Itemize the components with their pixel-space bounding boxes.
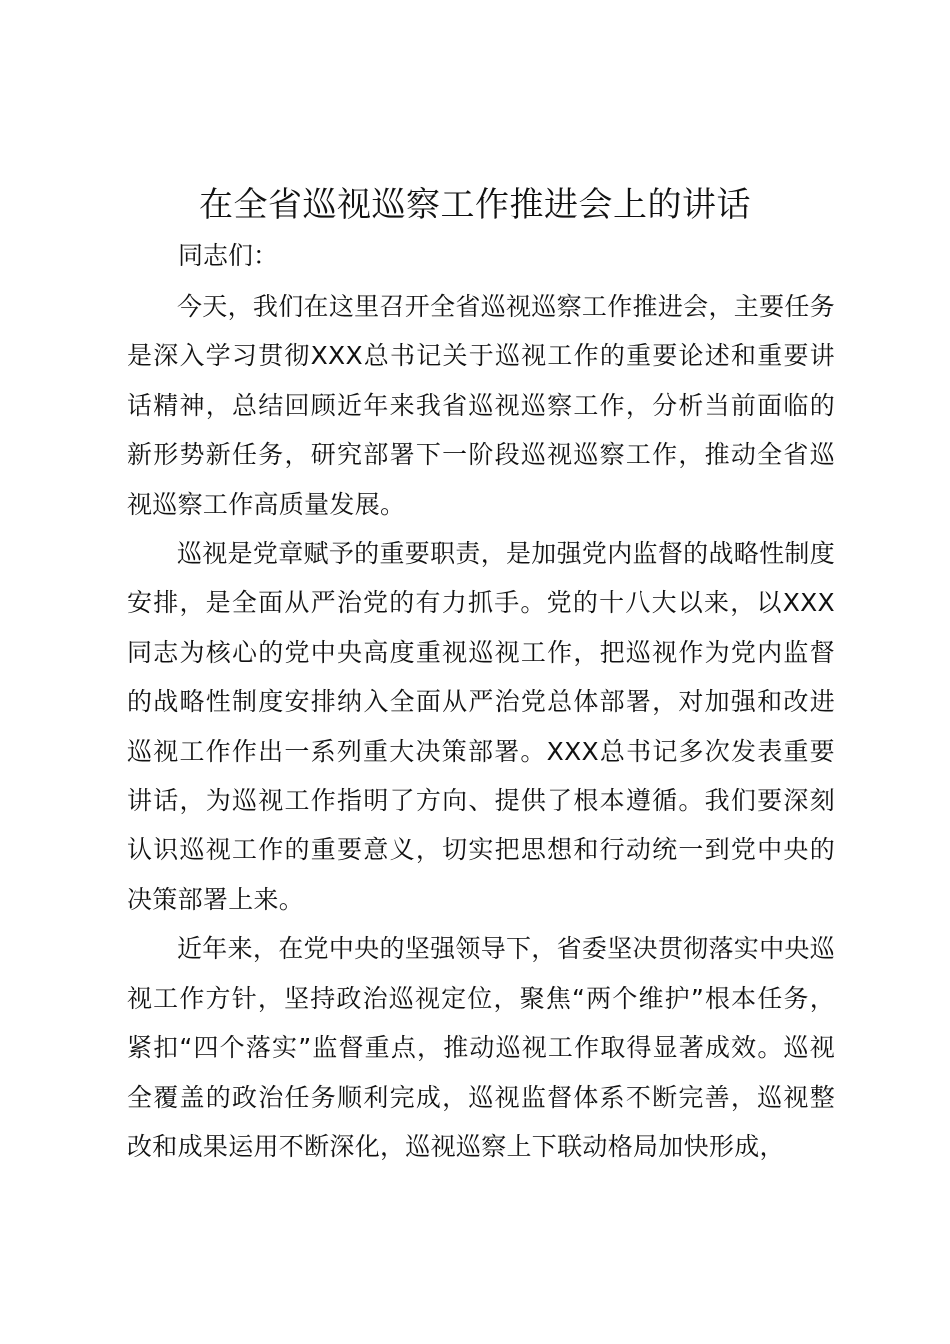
- salutation: 同志们：: [178, 241, 279, 270]
- document-title: 在全省巡视巡察工作推进会上的讲话: [199, 185, 751, 225]
- paragraph: 巡视是党章赋予的重要职责，是加强党内监督的战略性制度安排，是全面从严治党的有力抓手。党的十八大以来，以XXX同志为核心的党中央高度重视巡视工作，把巡视作为党内监督的战略性制度安排纳入全面从严治党总体部署，对加强和改进巡视工作作出一系列重大决策部署。XXX总书记多次发表重要讲话，为巡视工作指明了方向、提供了根本遵循。我们要深刻认识巡视工作的重要意义，切实把思想和行动统一到党中央的决策部署上来。: [127, 539, 835, 914]
- document-body: [127, 282, 835, 1171]
- paragraph: 今天，我们在这里召开全省巡视巡察工作推进会，主要任务是深入学习贯彻XXX总书记关于巡视工作的重要论述和重要讲话精神，总结回顾近年来我省巡视巡察工作，分析当前面临的新形势新任务，研究部署下一阶段巡视巡察工作，推动全省巡视巡察工作高质量发展。: [127, 292, 835, 519]
- paragraph: 近年来，在党中央的坚强领导下，省委坚决贯彻落实中央巡视工作方针，坚持政治巡视定位，聚焦“两个维护”根本任务，紧扣“四个落实”监督重点，推动巡视工作取得显著成效。巡视全覆盖的政治任务顺利完成，巡视监督体系不断完善，巡视整改和成果运用不断深化，巡视巡察上下联动格局加快形成，: [127, 934, 835, 1161]
